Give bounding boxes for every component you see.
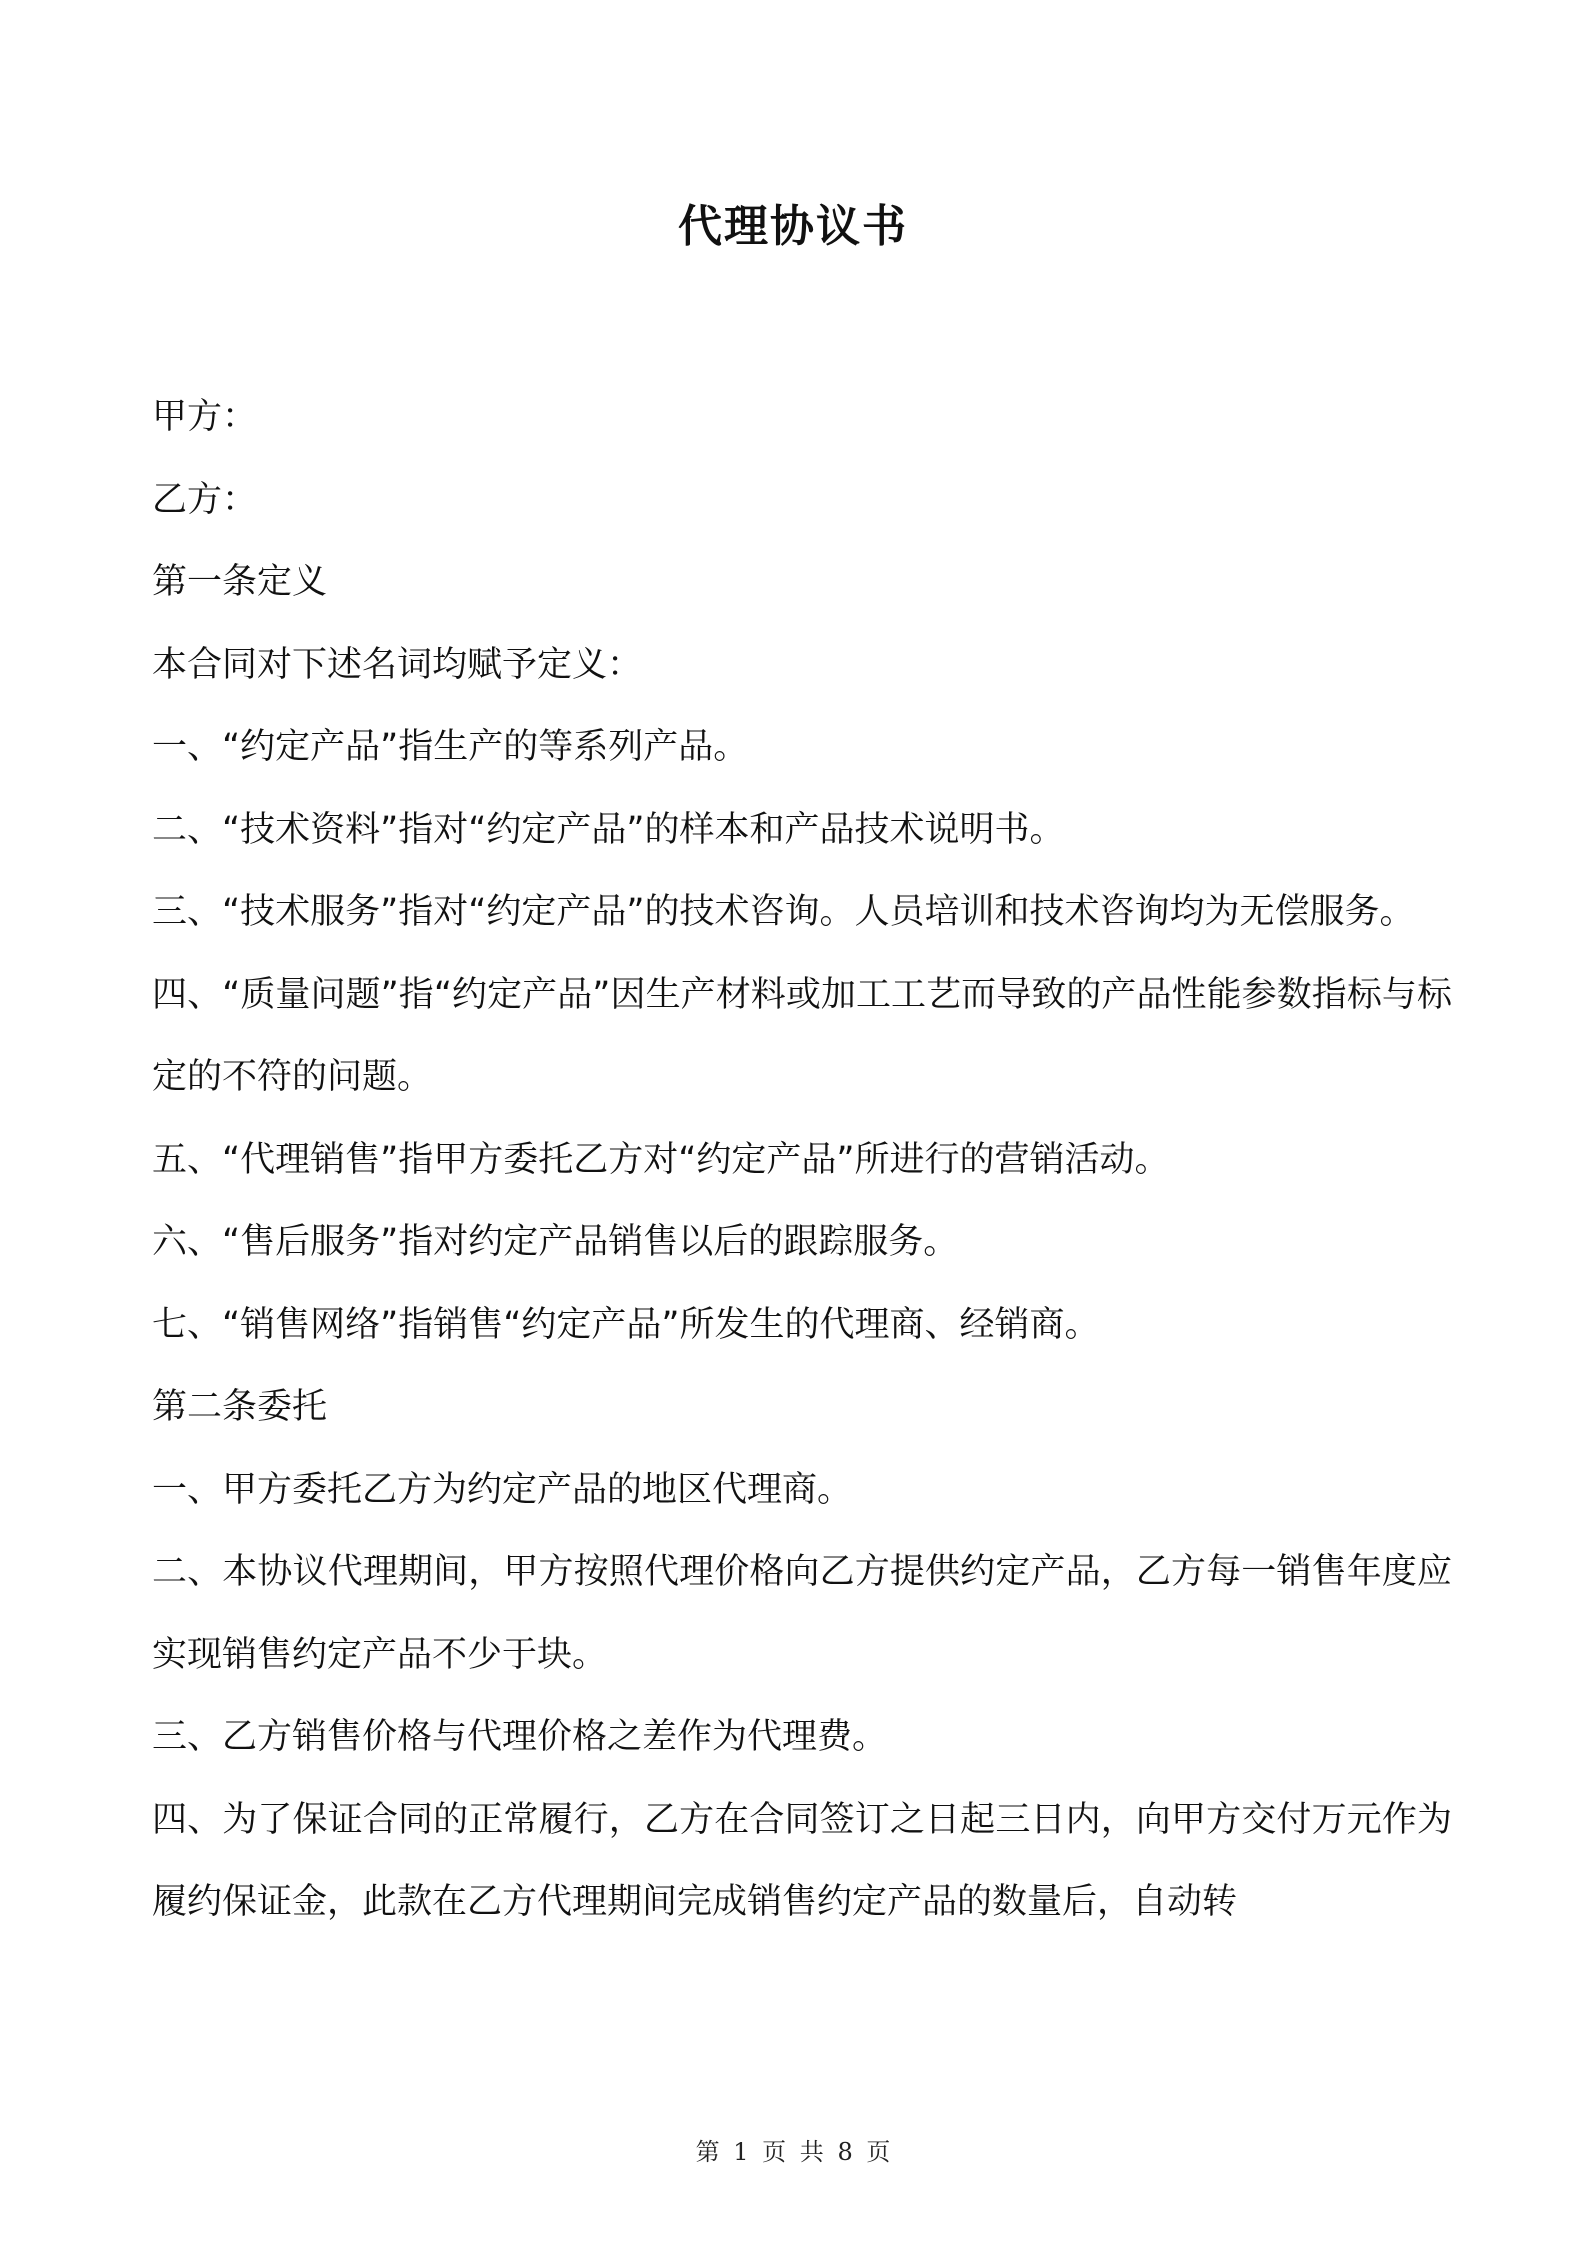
party-a-line: 甲方： — [152, 397, 258, 437]
paragraph: 本合同对下述名词均赋予定义： — [152, 644, 643, 685]
paragraph: 四、为了保证合同的正常履行，乙方在合同签订之日起三日内，向甲方交付万元作为履约保证金，此款在乙方代理期间完成销售约定产品的数量后，自动转 — [152, 1799, 1452, 1922]
page-number-footer: 第 1 页 共 8 页 — [695, 2138, 891, 2166]
article-2-heading: 第二条委托 — [152, 1387, 328, 1427]
paragraph: 五、“代理销售”指甲方委托乙方对“约定产品”所进行的营销活动。 — [152, 1139, 1170, 1180]
document-body — [152, 376, 1452, 1944]
paragraph: 一、“约定产品”指生产的等系列产品。 — [152, 727, 749, 767]
article-1-heading: 第一条定义 — [152, 562, 328, 602]
paragraph: 六、“售后服务”指对约定产品销售以后的跟踪服务。 — [152, 1222, 959, 1262]
paragraph: 七、“销售网络”指销售“约定产品”所发生的代理商、经销商。 — [152, 1304, 1100, 1345]
paragraph: 三、乙方销售价格与代理价格之差作为代理费。 — [152, 1717, 888, 1757]
paragraph: 三、“技术服务”指对“约定产品”的技术咨询。人员培训和技术咨询均为无偿服务。 — [152, 892, 1415, 932]
paragraph: 二、“技术资料”指对“约定产品”的样本和产品技术说明书。 — [152, 809, 1065, 850]
paragraph: 一、甲方委托乙方为约定产品的地区代理商。 — [152, 1469, 853, 1510]
document-title: 代理协议书 — [678, 201, 908, 252]
party-b-line: 乙方： — [152, 479, 258, 520]
paragraph: 四、“质量问题”指“约定产品”因生产材料或加工工艺而导致的产品性能参数指标与标定的不符的问题。 — [152, 974, 1452, 1097]
paragraph: 二、本协议代理期间，甲方按照代理价格向乙方提供约定产品，乙方每一销售年度应实现销售约定产品不少于块。 — [152, 1552, 1452, 1675]
